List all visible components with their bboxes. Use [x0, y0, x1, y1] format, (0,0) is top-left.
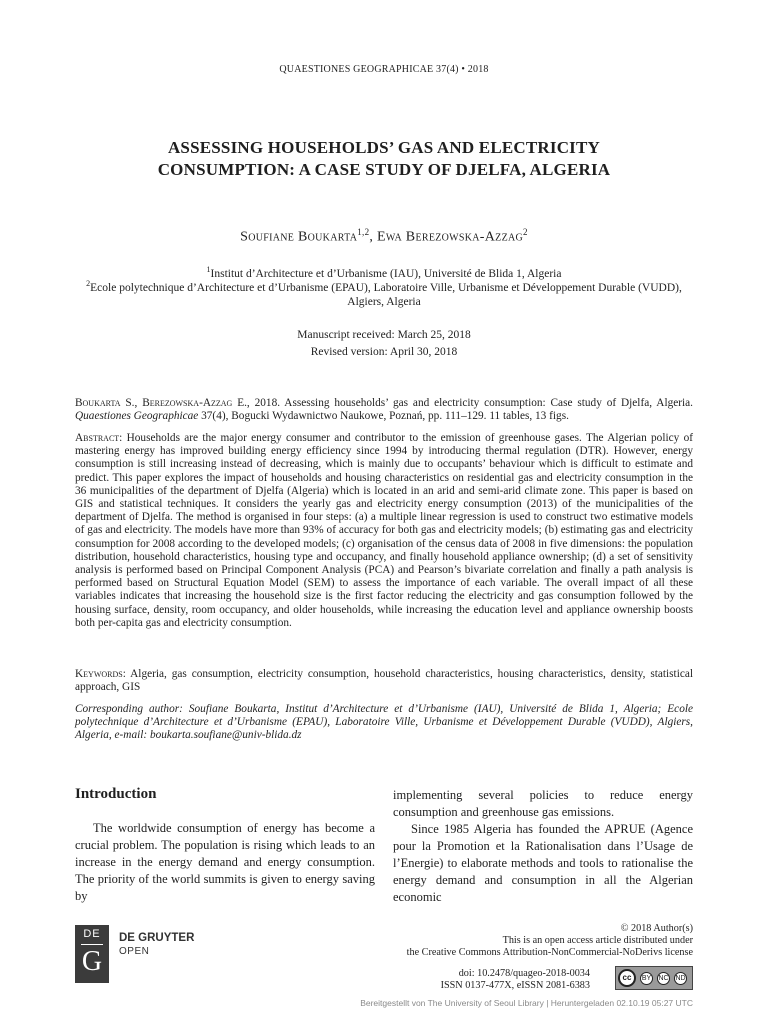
abstract: [75, 432, 693, 630]
affiliation-2-text: Ecole polytechnique d’Architecture et d’Urbanisme (EPAU), Laboratoire Ville, Urbanisme et Développement Durable (VUDD), Algiers, Algeria: [90, 281, 682, 309]
introduction-heading: Introduction: [75, 786, 157, 802]
copyright-line: © 2018 Author(s): [620, 923, 693, 934]
abstract-text: Households are the major energy consumer and contributor to the emission of greenhouse gases. The Algerian policy of mastering energy has improved building energy efficiency since 1994 by introducing thermal regulation (DTR). However, energy consumption is still increasing instead of decreasing, which is mainly due to occupants’ behaviour which is difficult to estimate and predict. This paper explores the impact of households and housing characteristics on residential gas and electricity consumption in the 36 municipalities of the department of Djelfa (Algeria) which is located in an arid and semi-arid climate zone. This paper is based on GIS and statistical techniques. It considers the yearly gas and electricity energy consumption (2013) of the municipalities of the department of Djelfa. The method is organised in four steps: (a) a multiple linear regression is used to construct two estimative models of gas and electricity. The models have more than 93% of accuracy for both gas and electricity models; (b) estimating gas and electricity consumption for 2008 according to the developed models; (c) organisation of the census data of 2008 in five dimensions: the population distribution, household characteristics, housing type and occupancy, and finally household appliance ownership; (d) a set of sensitivity analysis is performed based on Principal Component Analysis (PCA) and Pearson’s bivariate correlation and finally a path analysis is performed based on Structural Equation Model (SEM) to assess the importance of each variable. The overall impact of all these variables indicates that increasing the household size is the first factor reducing the electricity and gas consumption followed by the housing surface, density, room occupancy, and older households, while increasing the education level and appliance ownership boosts both per-capita gas and electricity consumption.: [75, 432, 693, 629]
keywords-label: Keywords:: [75, 668, 126, 680]
logo-de-text: DE: [83, 928, 101, 940]
intro-right-column: [393, 787, 693, 906]
by-icon: BY: [640, 972, 653, 985]
author-1: Soufiane Boukarta: [240, 229, 358, 245]
author-1-affiliation-marker: 1,2: [357, 227, 370, 237]
manuscript-received: Manuscript received: March 25, 2018: [297, 329, 471, 341]
journal-header: QUAESTIONES GEOGRAPHICAE 37(4) • 2018: [279, 64, 489, 75]
citation-journal: Quaestiones Geographicae: [75, 410, 199, 423]
affiliation-2-marker: 2: [86, 279, 91, 288]
citation-text-1: 2018. Assessing households’ gas and electricity consumption: Case study of Djelfa, Algeria.: [249, 397, 693, 409]
publisher-subname: OPEN: [119, 946, 150, 957]
keywords: [75, 668, 693, 694]
license-line-1: This is an open access article distributed under: [502, 935, 693, 946]
affiliation-1-marker: 1: [206, 265, 211, 274]
author-list: [0, 227, 768, 246]
cc-icon: cc: [618, 969, 636, 987]
author-2-affiliation-marker: 2: [523, 227, 528, 237]
abstract-label: Abstract:: [75, 432, 123, 444]
nd-icon: ND: [674, 972, 687, 985]
logo-divider: [81, 944, 103, 945]
corresponding-author: Corresponding author: Soufiane Boukarta, Institut d’Architecture et d’Urbanisme (IAU), Université de Blida 1, Algeria; Ecole polytechnique d’Architecture et d’Urbanisme (EPAU), Laboratoire Ville, Urbanisme et Développement Durable (VUDD), Algiers, Algeria, e-mail: boukarta.soufiane@univ-blida.dz: [75, 703, 693, 742]
issn: ISSN 0137-477X, eISSN 2081-6383: [440, 980, 590, 991]
download-footer: Bereitgestellt von The University of Seoul Library | Heruntergeladen 02.10.19 05:27 UTC: [360, 998, 693, 1008]
intro-right-paragraph-1: implementing several policies to reduce energy consumption and greenhouse gas emissions.: [393, 788, 693, 819]
citation: [75, 397, 693, 423]
paper-title: [0, 137, 768, 181]
intro-left-column: The worldwide consumption of energy has become a crucial problem. The population is rising which leads to an increase in the energy demand and energy consumption. The priority of the world summits is given to energy saving by: [75, 821, 375, 903]
cc-license-badge: [615, 966, 693, 990]
title-line-1: ASSESSING HOUSEHOLDS’ GAS AND ELECTRICITY: [167, 138, 601, 157]
affiliation-2: [80, 277, 688, 310]
revised-version: Revised version: April 30, 2018: [310, 346, 458, 358]
citation-text-2: 37(4), Bogucki Wydawnictwo Naukowe, Poznań, pp. 111–129. 11 tables, 13 figs.: [198, 410, 569, 423]
license-line-2: the Creative Commons Attribution-NonCommercial-NoDerivs license: [406, 947, 693, 958]
nc-icon: NC: [657, 972, 670, 985]
author-separator: ,: [369, 229, 377, 245]
publisher-name: DE GRUYTER: [119, 932, 195, 944]
intro-right-paragraph-2: Since 1985 Algeria has founded the APRUE (Agence pour la Promotion et la Rationalisation dans l’Usage de l’Energie) to elaborate methods and tools to rationalise the energy demand and consumption in all the Algerian economic: [393, 822, 693, 904]
logo-g-text: G: [81, 946, 103, 977]
citation-authors: Boukarta S., Berezowska-Azzag E.,: [75, 397, 250, 409]
doi: doi: 10.2478/quageo-2018-0034: [458, 968, 590, 979]
title-line-2: CONSUMPTION: A CASE STUDY OF DJELFA, ALGERIA: [157, 160, 611, 179]
keywords-text: Algeria, gas consumption, electricity consumption, household characteristics, housing characteristics, density, statistical approach, GIS: [75, 668, 693, 694]
de-gruyter-logo: [75, 925, 109, 983]
affiliation-1-text: Institut d’Architecture et d’Urbanisme (IAU), Université de Blida 1, Algeria: [210, 267, 562, 280]
author-2: Ewa Berezowska-Azzag: [377, 229, 524, 245]
